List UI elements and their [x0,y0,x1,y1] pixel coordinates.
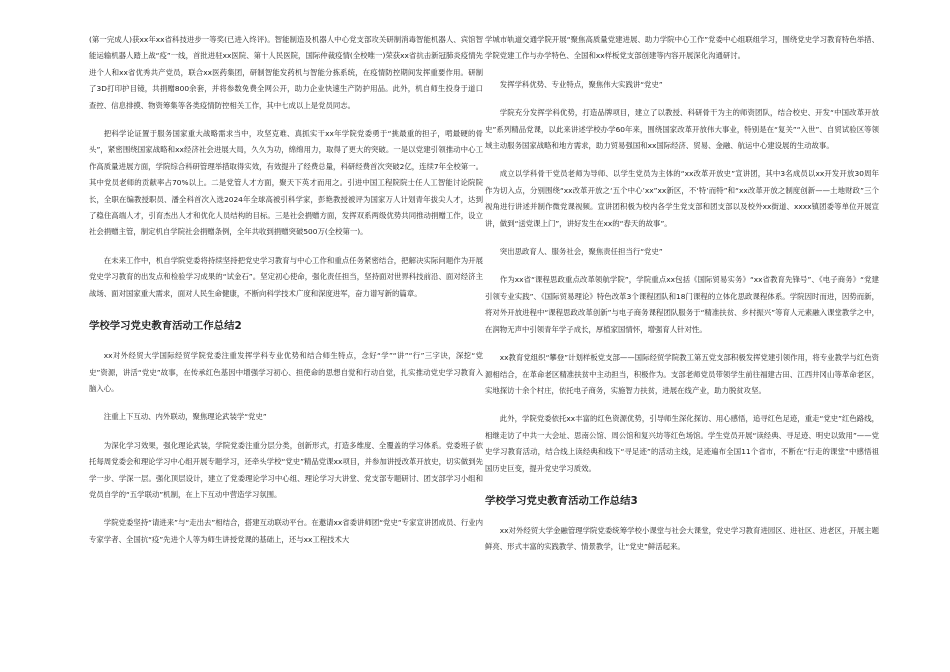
paragraph: 此外，学院党委依托xx丰富的红色资源优势，引导师生深化探访、用心感悟，追寻红色足迹，重走“党史”红色路线，相继走访了中共一大会址、思南公馆、周公馆和复兴坊等红色场馆。学生党员开展“读经典、寻足迹、明史以致用”——党史学习教育活动，结合线上读经典和线下“寻足迹”的活动主线，足迹遍布全国11个省市，不断在“行走的课堂”中感悟祖国历史巨变，提升党史学习质效。 [485,414,879,473]
paragraph: xx对外经贸大学金融管理学院党委统筹学校小课堂与社会大课堂，党史学习教育进园区、进社区、进老区，开展主题鲜亮、形式丰富的实践教学、情景教学，让“党史”鲜活起来。 [485,525,879,552]
paragraph: xx对外经贸大学国际经贸学院党委注重发挥学科专业优势和结合师生特点，念好“学”“讲”“行”三字诀，深挖“党史”资源，讲活“党史”故事，在传承红色基因中增强学习初心、担使命的思想自觉和行动自觉，扎实推动党史学习教育入脑入心。 [89,351,483,393]
paragraph: (第一完成人)获xx年xx省科技进步一等奖(已进入终评)。智能制造及机器人中心党支部攻关研制消毒智能机器人、宾馆智能运输机器人踏上战“疫”一线，首批进驻xx医院、第十人民医院，国际仲裁疫情(全校唯一)荣获xx省抗击新冠肺炎疫情先进个人和xx省优秀共产党员，联合xx医药集团，研制智能发药机与智能分拣系统，在疫情防控期间发挥重要作用。研制了3D打印护目镜，共捐赠800余套，并将参数免费全网公开，助力企业快速生产防护用品。此外，机自师生投身于道口查控、信息排摸、物资筹集等各类疫情防控相关工作，其中七成以上是党员同志。 [89,35,483,110]
section-heading: 学校学习党史教育活动工作总结2 [89,320,242,333]
paragraph: 在未来工作中，机自学院党委将持续坚持把党史学习教育与中心工作和重点任务紧密结合，把解决实际问题作为开展党史学习教育的出发点和检验学习成果的“试金石”。坚定初心使命，强化责任担当，坚持面对世界科技前沿、面对经济主战场、面对国家重大需求，面对人民生命健康，不断向科学技术广度和深度进军，奋力谱写新的篇章。 [89,255,483,298]
paragraph: 为深化学习效果，强化理论武装，学院党委注重分层分类，创新形式，打造多维度、全覆盖的学习体系。党委班子依托每周党委会和理论学习中心组开展专题学习，还牵头学校“党史”精品党课xx项目，并参加讲授改革开放史，切实做到先学一步、学深一层。强化顶层设计，建立了党委理论学习中心组、理论学习大讲堂、党支部专题研讨、团支部学习小组和党员自学的“五学联动”机制，在上下互动中营造学习氛围。 [89,440,483,499]
left-column [89,32,483,560]
section-heading: 学校学习党史教育活动工作总结3 [485,494,638,507]
paragraph: 把科学论证置于服务国家重大战略需求当中，攻坚克难、真抓实干xx年学院党委勇于“挑最重的担子，啃最硬的骨头”，紧密围绕国家战略和xx经济社会进展大局，久久为功，绵绵用力，取得了更大的突破。一是以党建引领推动中心工作高质量进展方面，学院综合科研管理举措取得实效，有效提升了经费总量，科研经费首次突破2亿，连续7年全校第一。其中党员老师的贡献率占70%以上。二是党管人才方面，聚天下英才而用之。引进中国工程院院士任人工智能讨论院院长，全职在编教授职员、潘全科首次入选2024年全球高被引科学家，彭艳教授被评为国家万人计划青年拔尖人才，达到了稳住高端人才，引育杰出人才和优化人员结构的目标。三是社会捐赠方面，发挥双系两级优势共同推动捐赠工作，设立社会捐赠主管，制定机自学院社会捐赠条例，全年共收到捐赠突破500万(全校第一)。 [89,129,483,237]
paragraph: 学城市轨道交通学院开展“聚焦高质量党建进展、助力学院中心工作”党委中心组联组学习，围绕党史学习教育特色举措、学院党建工作与办学特色、全国和xx样板党支部创建等内容开展深化沟通研讨。 [485,35,879,61]
paragraph: 成立以学科骨干党员老师为导师、以学生党员为主体的“xx改革开放史”宣讲团，其中3名成员以xx开发开放30周年作为切入点，分别围绕“xx改革开放之‘五个中心’xx”xx新区，不‘特’而特”和“xx改革开放之制度创新——土地财政”三个视角进行讲述并制作微党课视频。宣讲团积极为校内各学生党支部和团支部以及校外xx街道、xxxx镇团委等单位开展宣讲，做到“送党课上门”，讲好发生在xx的“春天的故事”。 [485,169,879,228]
subheading: 突出思政育人、服务社会，聚焦责任担当行“党史” [499,247,663,257]
paragraph: 学院党委坚持“请进来”与“走出去”相结合，搭建互动联动平台。在邀请xx省委讲师团“党史”专家宣讲团成员、行业内专家学者、全国抗“疫”先进个人等为师生讲授党课的基础上，还与xx工程技术大 [89,518,483,544]
subheading: 注重上下互动、内外联动，聚焦理论武装学“党史” [103,412,267,422]
paragraph: 学院充分发挥学科优势，打造品牌项目，建立了以教授、科研骨干为主的师资团队，结合校史、开发“中国改革开放史”系列精品党课，以此来讲述学校办学60年来，围绕国家改革开放伟大事业，特别是在“复关”“入世”、自贸试验区等领域主动服务国家战略和地方需求，助力贸易强国和xx国际经济、贸易、金融、航运中心建设展的生动故事。 [485,108,879,151]
subheading: 发挥学科优势、专业特点，聚焦伟大实践讲“党史” [499,79,663,89]
paragraph: xx教育党组织“攀登”计划样板党支部——国际经贸学院教工第五党支部积极发挥党建引领作用，将专业教学与红色资源相结合，在革命老区精准扶贫中主动担当，积极作为。支部老师党员带领学生前往福建古田、江西井冈山等革命老区，实地探访十余个村庄，依托电子商务，实施智力扶贫，进展在线产业，助力脱贫攻坚。 [485,353,879,395]
right-column [485,32,879,568]
paragraph: 作为xx省“课程思政重点改革领航学院”，学院重点xx包括《国际贸易实务》“xx省教育先锋号”、《电子商务》“党建引领专业实践”、《国际贸易理论》特色改革3个课程团队和18门课程的立体化思政课程体系。学院因时而进，因势而新，将对外开放进程中“课程思政改革创新”与电子商务课程团队服务于“精准扶贫、乡村振兴”等育人元素融入课堂教学之中，在润物无声中引领青年学子成长，厚植家国情怀，增强育人针对性。 [485,275,879,334]
